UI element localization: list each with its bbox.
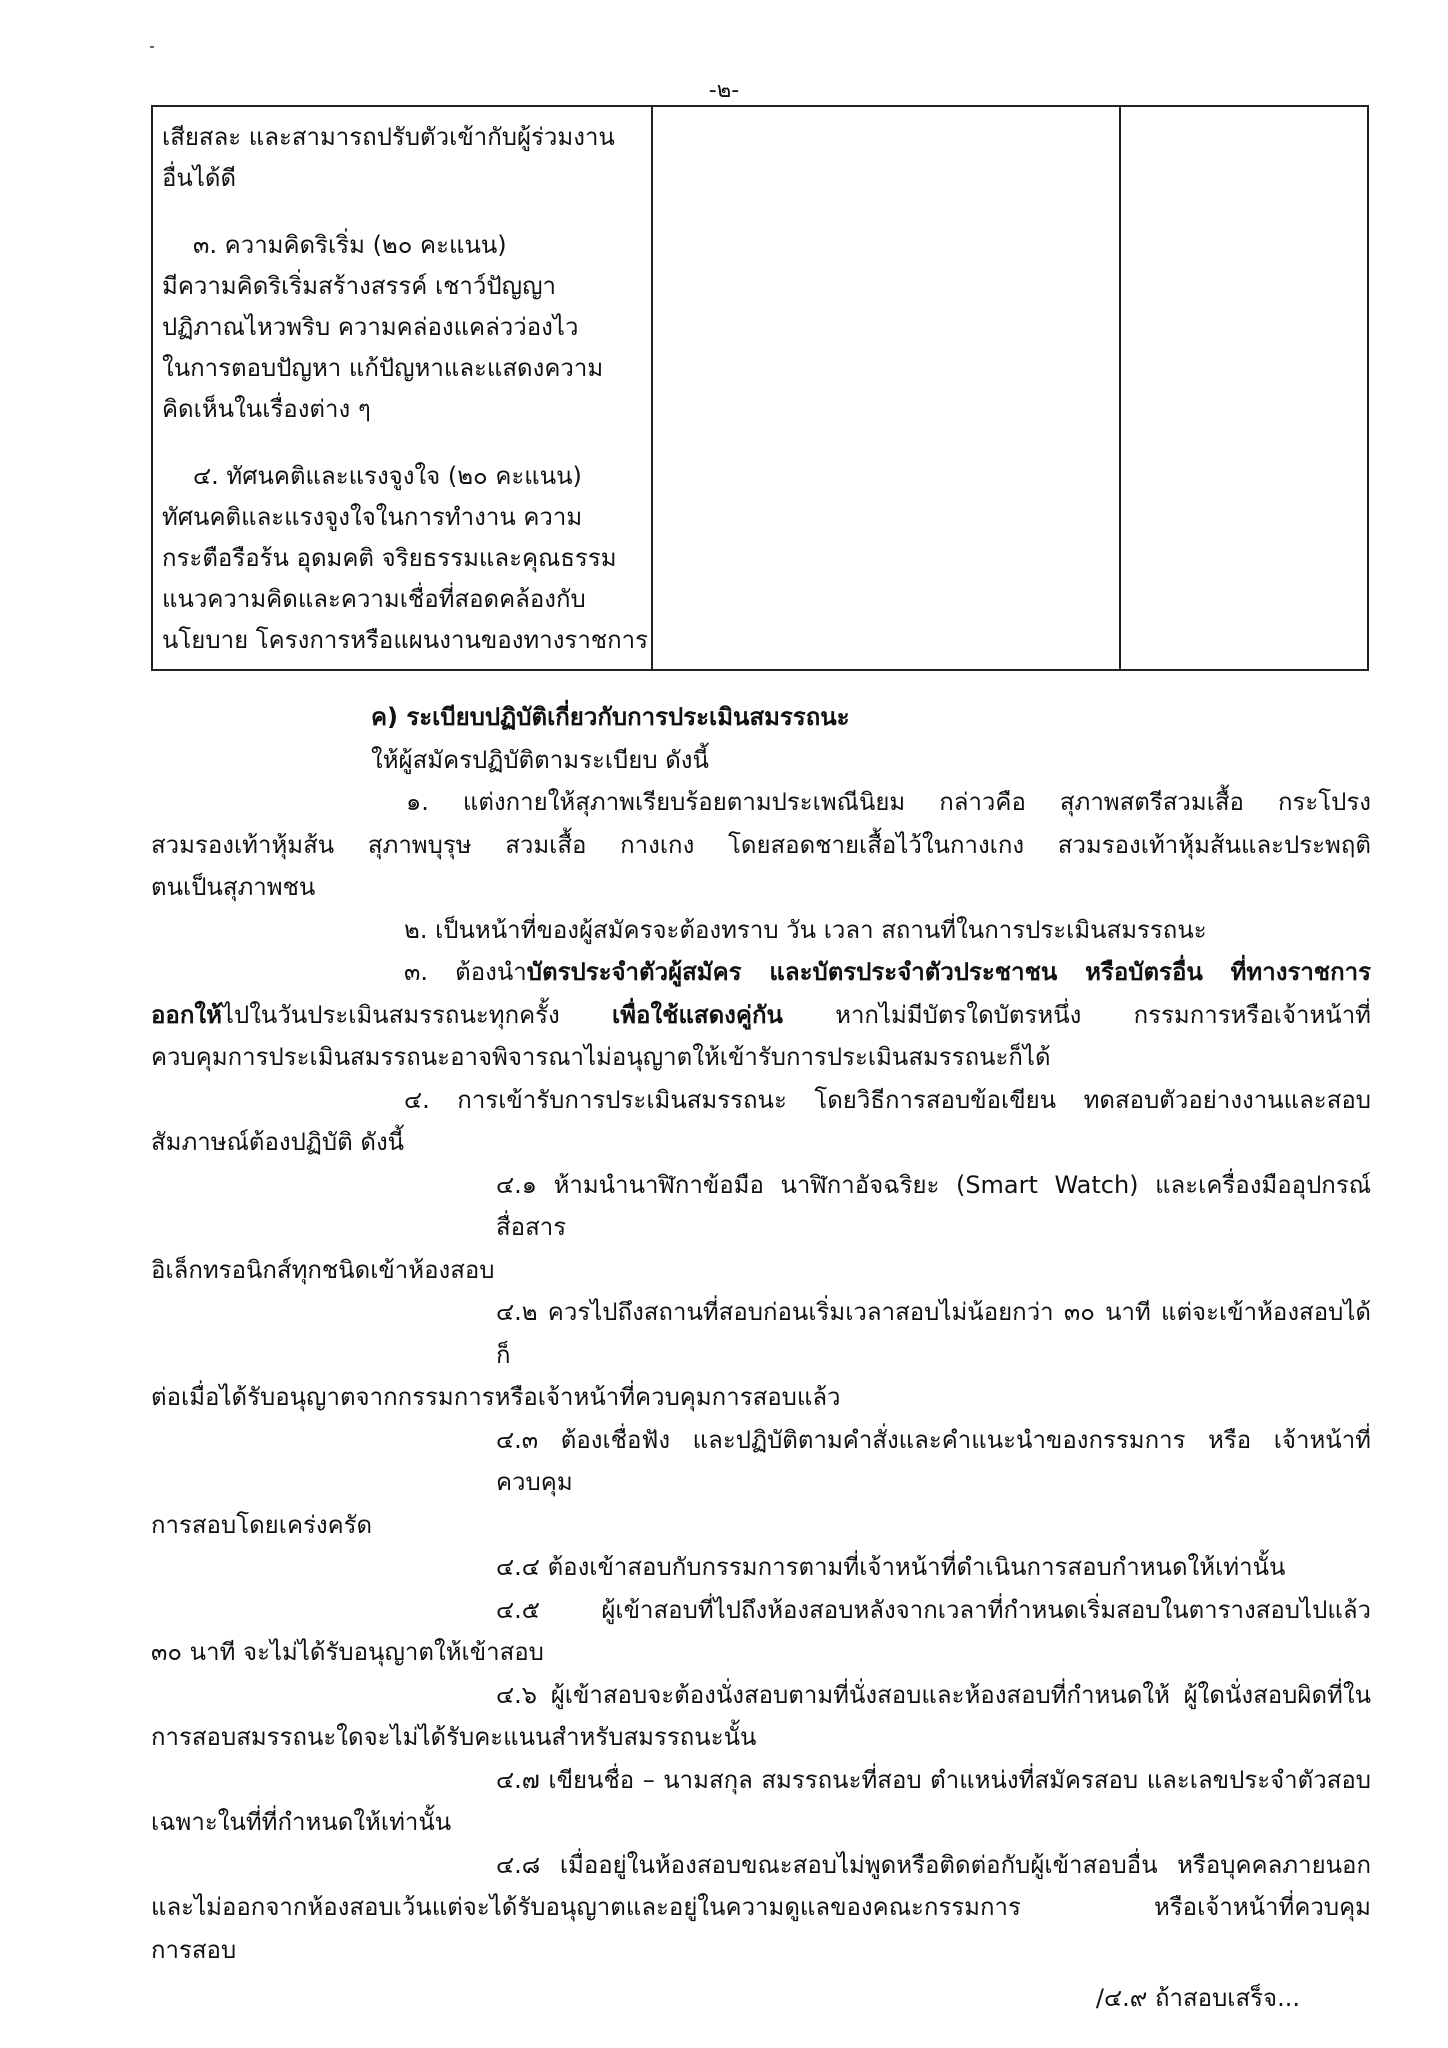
- criteria-table: [151, 105, 1369, 671]
- criteria-title: ๔. ทัศนคติและแรงจูงใจ (๒๐ คะแนน): [193, 462, 582, 490]
- rule-4-6-line: ๔.๖ ผู้เข้าสอบจะต้องนั่งสอบตามที่นั่งสอบและห้องสอบที่กำหนดให้ ผู้ใดนั่งสอบผิดที่ใน: [496, 1680, 1371, 1709]
- criteria-line: คิดเห็นในเรื่องต่าง ๆ: [162, 395, 371, 423]
- rule-3-bold: เพื่อใช้แสดงคู่กัน: [612, 1000, 783, 1029]
- rule-4-line: สัมภาษณ์ต้องปฏิบัติ ดังนี้: [151, 1128, 405, 1156]
- rule-3-line: [151, 951, 1371, 994]
- criteria-paragraph: [162, 117, 643, 199]
- rule-3-text: ๓. ต้องนำ: [404, 958, 527, 986]
- criteria-line: ปฏิภาณไหวพริบ ความคล่องแคล่วว่องไว: [162, 313, 579, 341]
- criteria-title: ๓. ความคิดริเริ่ม (๒๐ คะแนน): [193, 231, 507, 259]
- rule-4-3-line: ๔.๓ ต้องเชื่อฟัง และปฏิบัติตามคำสั่งและคำแนะนำของกรรมการ หรือ เจ้าหน้าที่ควบคุม: [496, 1425, 1371, 1496]
- rule-4-6-line: การสอบสมรรถนะใดจะไม่ได้รับคะแนนสำหรับสมรรถนะนั้น: [151, 1723, 757, 1751]
- rule-4-8-line: ๔.๘ เมื่ออยู่ในห้องสอบขณะสอบไม่พูดหรือติดต่อกับผู้เข้าสอบอื่น หรือบุคคลภายนอก: [496, 1850, 1371, 1879]
- rule-3-text: หากไม่มีบัตรใดบัตรหนึ่ง กรรมการหรือเจ้าหน้าที่: [782, 1000, 1372, 1029]
- rule-3-line: ควบคุมการประเมินสมรรถนะอาจพิจารณาไม่อนุญาตให้เข้ารับการประเมินสมรรถนะก็ได้: [151, 1043, 1051, 1071]
- rule-1-line: สวมรองเท้าหุ้มส้น สุภาพบุรุษ สวมเสื้อ กางเกง โดยสอดชายเสื้อไว้ในกางเกง สวมรองเท้าหุ้มส้นและประพฤติ: [151, 830, 1371, 859]
- rule-4-line: ๔. การเข้ารับการประเมินสมรรถนะ โดยวิธีการสอบข้อเขียน ทดสอบตัวอย่างงานและสอบ: [404, 1085, 1371, 1114]
- criteria-line: แนวความคิดและความเชื่อที่สอดคล้องกับ: [162, 585, 586, 613]
- criteria-line: เสียสละ และสามารถปรับตัวเข้ากับผู้ร่วมงาน: [162, 123, 615, 151]
- criteria-line: นโยบาย โครงการหรือแผนงานของทางราชการ: [162, 626, 648, 654]
- regulations-section: [151, 696, 1371, 1971]
- criteria-paragraph: [162, 456, 648, 661]
- criteria-line: ในการตอบปัญหา แก้ปัญหาและแสดงความ: [162, 354, 604, 382]
- rule-4-5-line: ๔.๕ ผู้เข้าสอบที่ไปถึงห้องสอบหลังจากเวลาที่กำหนดเริ่มสอบในตารางสอบไปแล้ว: [496, 1595, 1371, 1624]
- rule-1-line: ๑. แต่งกายให้สุภาพเรียบร้อยตามประเพณีนิยม กล่าวคือ สุภาพสตรีสวมเสื้อ กระโปรง: [406, 788, 1371, 816]
- rule-4-2-line: ๔.๒ ควรไปถึงสถานที่สอบก่อนเริ่มเวลาสอบไม่น้อยกว่า ๓๐ นาที แต่จะเข้าห้องสอบได้ก็: [496, 1298, 1371, 1369]
- rule-3-bold: บัตรประจำตัวผู้สมัคร และบัตรประจำตัวประชาชน หรือบัตรอื่น ที่ทางราชการ: [526, 958, 1371, 986]
- criteria-line: อื่นได้ดี: [162, 164, 237, 192]
- rule-4-8-line: และไม่ออกจากห้องสอบเว้นแต่จะได้รับอนุญาตและอยู่ในความดูแลของคณะกรรมการ หรือเจ้าหน้าที่ควบคุม: [151, 1893, 1371, 1921]
- criteria-line: มีความคิดริเริ่มสร้างสรรค์ เชาว์ปัญญา: [162, 272, 556, 300]
- criteria-line: ทัศนคติและแรงจูงใจในการทำงาน ความ: [162, 503, 583, 531]
- remark-column: [1121, 107, 1367, 669]
- rule-3-bold: ออกให้: [151, 1000, 222, 1029]
- rule-3-text: ไปในวันประเมินสมรรถนะทุกครั้ง: [221, 1000, 613, 1029]
- rule-4-5-line: ๓๐ นาที จะไม่ได้รับอนุญาตให้เข้าสอบ: [151, 1638, 544, 1666]
- rule-1-line: ตนเป็นสุภาพชน: [151, 873, 316, 901]
- rule-4-7-line: ๔.๗ เขียนชื่อ – นามสกุล สมรรถนะที่สอบ ตำแหน่งที่สมัครสอบ และเลขประจำตัวสอบ: [496, 1765, 1371, 1794]
- criteria-paragraph: [162, 225, 643, 430]
- scan-mark: [150, 46, 154, 48]
- rule-3-line: [151, 994, 1371, 1037]
- rule-4-1-line: ๔.๑ ห้ามนำนาฬิกาข้อมือ นาฬิกาอัจฉริยะ (Smart Watch) และเครื่องมืออุปกรณ์สื่อสาร: [496, 1170, 1371, 1241]
- rule-4-2-line: ต่อเมื่อได้รับอนุญาตจากกรรมการหรือเจ้าหน้าที่ควบคุมการสอบแล้ว: [151, 1383, 841, 1411]
- rule-4-7-line: เฉพาะในที่ที่กำหนดให้เท่านั้น: [151, 1808, 452, 1836]
- rule-4-8-line: การสอบ: [151, 1935, 237, 1964]
- score-column: [653, 107, 1121, 669]
- page-number: -๒-: [708, 78, 740, 103]
- rule-4-1-line: อิเล็กทรอนิกส์ทุกชนิดเข้าห้องสอบ: [151, 1255, 495, 1284]
- criteria-column: [153, 107, 653, 669]
- criteria-line: กระตือรือร้น อุดมคติ จริยธรรมและคุณธรรม: [162, 544, 617, 572]
- rule-4-4: ๔.๔ ต้องเข้าสอบกับกรรมการตามที่เจ้าหน้าที่ดำเนินการสอบกำหนดให้เท่านั้น: [496, 1553, 1286, 1581]
- continuation-note: /๔.๙ ถ้าสอบเสร็จ...: [1095, 1984, 1300, 2012]
- section-heading: ค) ระเบียบปฏิบัติเกี่ยวกับการประเมินสมรรถนะ: [371, 703, 850, 731]
- rule-2: ๒. เป็นหน้าที่ของผู้สมัครจะต้องทราบ วัน เวลา สถานที่ในการประเมินสมรรถนะ: [404, 915, 1207, 944]
- rule-4-3-line: การสอบโดยเคร่งครัด: [151, 1510, 373, 1539]
- section-intro: ให้ผู้สมัครปฏิบัติตามระเบียบ ดังนี้: [371, 745, 709, 774]
